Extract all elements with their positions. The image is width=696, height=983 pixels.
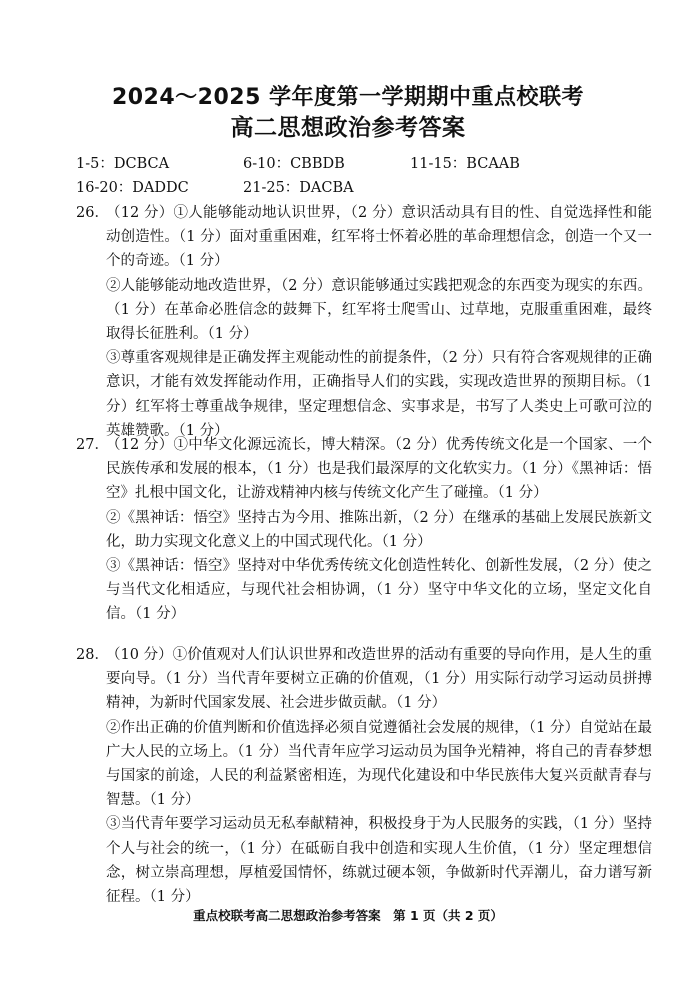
answer-group-21-25: 21-25：DACBA bbox=[243, 180, 354, 196]
answer-point-1: （12 分）①人能够能动地认识世界，（2 分）意识活动具有目的性、自觉选择性和能动创造性。（1 分）面对重重困难，红军将士怀着必胜的革命理想信念，创造一个又一个的奇迹。（1 分） bbox=[106, 205, 652, 270]
answer-group-16-20: 16-20：DADDC bbox=[76, 180, 189, 196]
answer-point-2: ②《黑神话：悟空》坚持古为今用、推陈出新，（2 分）在继承的基础上发展民族新文化，助力实现文化意义上的中国式现代化。（1 分） bbox=[106, 509, 652, 550]
document-subtitle: 高二思想政治参考答案 bbox=[230, 115, 466, 141]
question-number: 28． bbox=[76, 647, 109, 663]
answer-point-3: ③尊重客观规律是正确发挥主观能动性的前提条件，（2 分）只有符合客观规律的正确意识，才能有效发挥能动作用，正确指导人们的实践，实现改造世界的预期目标。（1 分）红军将士尊重战争规律，坚定理想信念、实事求是，书写了人类史上可歌可泣的英雄赞歌。（1 分） bbox=[106, 350, 652, 439]
question-27 bbox=[76, 433, 652, 627]
answer-group-6-10: 6-10：CBBDB bbox=[243, 156, 345, 172]
answer-group-1-5: 1-5：DCBCA bbox=[76, 156, 170, 172]
answer-point-2: ②作出正确的价值判断和价值选择必须自觉遵循社会发展的规律，（1 分）自觉站在最广大人民的立场上。（1 分）当代青年应学习运动员为国争光精神，将自己的青春梦想与国家的前途，人民的利益紧密相连，为现代化建设和中华民族伟大复兴贡献青春与智慧。（1 分） bbox=[106, 719, 652, 809]
question-28 bbox=[76, 643, 652, 909]
answer-point-2: ②人能够能动地改造世界，（2 分）意识能够通过实践把观念的东西变为现实的东西。（1 分）在革命必胜信念的鼓舞下，红军将士爬雪山、过草地，克服重重困难，最终取得长征胜利。（1 分） bbox=[106, 277, 652, 343]
answer-group-11-15: 11-15：BCAAB bbox=[410, 156, 520, 172]
question-26 bbox=[76, 201, 652, 443]
page-footer: 重点校联考高二思想政治参考答案 第 1 页（共 2 页） bbox=[193, 908, 503, 923]
question-number: 26． bbox=[76, 205, 109, 221]
answer-point-1: （12 分）①中华文化源远流长，博大精深。（2 分）优秀传统文化是一个国家、一个民族传承和发展的根本，（1 分）也是我们最深厚的文化软实力。（1 分）《黑神话：悟空》扎根中国文化，让游戏精神内核与传统文化产生了碰撞。（1 分） bbox=[106, 437, 652, 502]
question-number: 27． bbox=[76, 437, 109, 453]
answer-point-3: ③当代青年要学习运动员无私奉献精神，积极投身于为人民服务的实践，（1 分）坚持个人与社会的统一，（1 分）在砥砺自我中创造和实现人生价值，（1 分）坚定理想信念，树立崇高理想，厚植爱国情怀，练就过硬本领，争做新时代弄潮儿，奋力谱写新征程。（1 分） bbox=[106, 816, 652, 906]
answer-point-1: （10 分）①价值观对人们认识世界和改造世界的活动有重要的导向作用，是人生的重要向导。（1 分）当代青年要树立正确的价值观，（1 分）用实际行动学习运动员拼搏精神，为新时代国家发展、社会进步做贡献。（1 分） bbox=[106, 647, 652, 712]
document-title: 2024～2025 学年度第一学期期中重点校联考 bbox=[111, 85, 585, 110]
answer-point-3: ③《黑神话：悟空》坚持对中华优秀传统文化创造性转化、创新性发展，（2 分）使之与当代文化相适应，与现代社会相协调，（1 分）坚守中华文化的立场，坚定文化自信。（1 分） bbox=[106, 558, 652, 623]
